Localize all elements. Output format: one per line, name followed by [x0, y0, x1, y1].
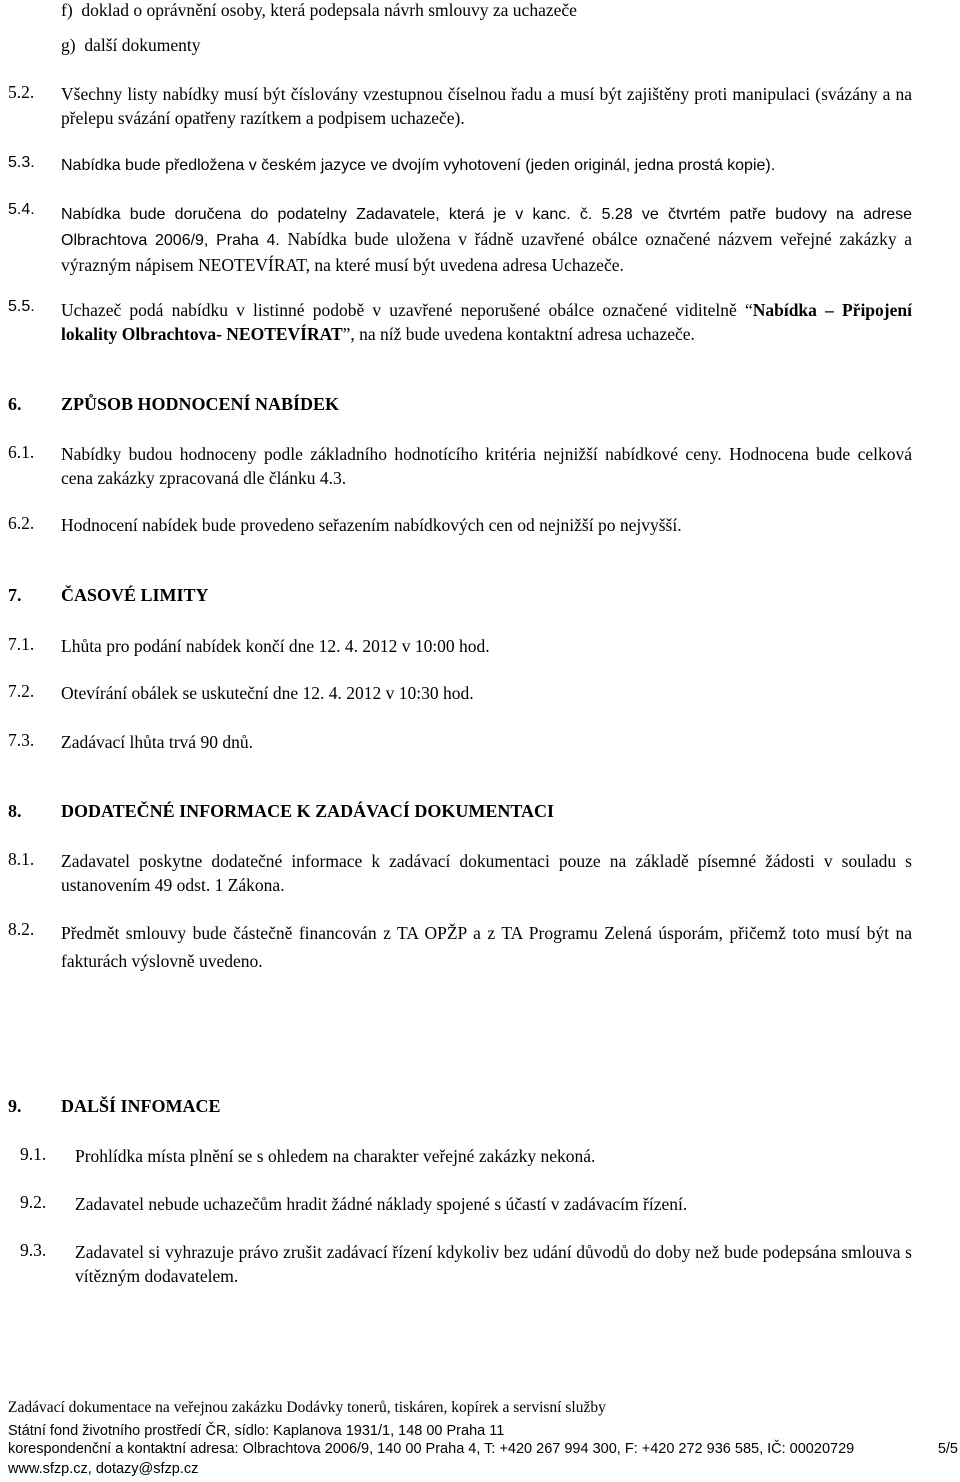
paragraph-5-3: [8, 154, 912, 178]
section-heading-7: [8, 585, 209, 606]
section-title: DODATEČNÉ INFORMACE K ZADÁVACÍ DOKUMENTACI: [61, 801, 555, 821]
paragraph-text: Předmět smlouvy bude částečně financován z TA OPŽP a z TA Programu Zelená úsporám, přičemž toto musí být na fakturách výslovně uvedeno.: [61, 923, 912, 971]
paragraph-number: 5.4.: [8, 201, 35, 218]
footer-address-line: Státní fond životního prostředí ČR, sídlo: Kaplanova 1931/1, 148 00 Praha 11: [8, 1423, 505, 1439]
paragraph-text: Zadávací lhůta trvá 90 dnů.: [61, 732, 253, 752]
paragraph-number: 6.2.: [8, 513, 35, 533]
paragraph-9-2: [20, 1192, 912, 1216]
footer-web-link[interactable]: www.sfzp.cz, dotazy@sfzp.cz: [8, 1461, 199, 1477]
paragraph-text: Všechny listy nabídky musí být číslovány vzestupnou číselnou řadu a musí být zajištěny proti manipulaci (svázány a na přelepu svázání opatřeny razítkem a podpisem uchazeče).: [61, 84, 912, 128]
section-number: 8.: [8, 801, 22, 821]
section-number: 9.: [8, 1096, 22, 1116]
paragraph-text: Hodnocení nabídek bude provedeno seřazením nabídkových cen od nejnižší po nejvyšší.: [61, 515, 682, 535]
paragraph-number: 9.1.: [20, 1144, 47, 1164]
paragraph-text-part-c: ”, na níž bude uvedena kontaktní adresa uchazeče.: [342, 324, 695, 344]
section-title: ČASOVÉ LIMITY: [61, 585, 209, 605]
paragraph-text-part-b: Nabídka bude uložena v řádně uzavřené obálce označené názvem veřejné zakázky a výrazným nápisem NEOTEVÍRAT, na které musí být uvedena adresa Uchazeče.: [61, 229, 912, 275]
section-heading-9: [8, 1096, 221, 1117]
paragraph-number: 7.1.: [8, 634, 35, 654]
paragraph-5-2: [8, 82, 912, 130]
paragraph-8-2: [8, 919, 912, 975]
paragraph-7-1: [8, 634, 912, 658]
section-title: DALŠÍ INFOMACE: [61, 1096, 221, 1116]
paragraph-8-1: [8, 849, 912, 897]
paragraph-text: Zadavatel nebude uchazečům hradit žádné náklady spojené s účastí v zadávacím řízení.: [75, 1194, 688, 1214]
paragraph-9-1: [20, 1144, 912, 1168]
paragraph-6-1: [8, 442, 912, 490]
list-item-f: f) doklad o oprávnění osoby, která podepsala návrh smlouvy za uchazeče: [61, 0, 577, 20]
paragraph-9-3: [20, 1240, 912, 1288]
paragraph-number: 9.2.: [20, 1192, 47, 1212]
paragraph-number: 5.5.: [8, 298, 35, 315]
paragraph-text: Otevírání obálek se uskuteční dne 12. 4. 2012 v 10:30 hod.: [61, 683, 474, 703]
paragraph-text-part-a: Uchazeč podá nabídku v listinné podobě v uzavřené neporušené obálce označené viditelně “: [61, 300, 753, 320]
list-item-g: g) další dokumenty: [61, 35, 201, 55]
section-title: ZPŮSOB HODNOCENÍ NABÍDEK: [61, 394, 340, 414]
paragraph-number: 6.1.: [8, 442, 35, 462]
section-heading-8: [8, 801, 554, 822]
paragraph-text: Lhůta pro podání nabídek končí dne 12. 4. 2012 v 10:00 hod.: [61, 636, 490, 656]
paragraph-number: 8.1.: [8, 849, 35, 869]
paragraph-number: 5.3.: [8, 154, 35, 171]
section-number: 7.: [8, 585, 22, 605]
paragraph-text: Zadavatel si vyhrazuje právo zrušit zadávací řízení kdykoliv bez udání důvodů do doby než bude podepsána smlouva s vítězným dodavatelem.: [75, 1242, 912, 1286]
page-number: 5/5: [937, 1441, 958, 1457]
paragraph-5-5: [8, 298, 912, 346]
paragraph-number: 7.2.: [8, 681, 35, 701]
paragraph-5-4: [8, 201, 912, 277]
paragraph-text: Prohlídka místa plnění se s ohledem na charakter veřejné zakázky nekoná.: [75, 1146, 596, 1166]
paragraph-number: 7.3.: [8, 730, 35, 750]
paragraph-text: [61, 201, 912, 277]
paragraph-7-2: [8, 681, 912, 705]
paragraph-number: 9.3.: [20, 1240, 47, 1260]
paragraph-text: [61, 298, 912, 346]
section-number: 6.: [8, 394, 22, 414]
envelope-label: Nabídka – Připojení lokality Olbrachtova- NEOTEVÍRAT: [61, 300, 912, 344]
paragraph-text: Nabídka bude předložena v českém jazyce ve dvojím vyhotovení (jeden originál, jedna prostá kopie).: [61, 157, 776, 174]
paragraph-number: 8.2.: [8, 919, 35, 939]
paragraph-number: 5.2.: [8, 82, 35, 102]
section-heading-6: [8, 394, 339, 415]
paragraph-7-3: [8, 730, 912, 754]
footer-document-title: Zadávací dokumentace na veřejnou zakázku Dodávky tonerů, tiskáren, kopírek a servisní služby: [8, 1399, 606, 1416]
paragraph-6-2: [8, 513, 912, 537]
paragraph-text: Nabídky budou hodnoceny podle základního hodnotícího kritéria nejnižší nabídkové ceny. Hodnocena bude celková cena zakázky zpracovaná dle článku 4.3.: [61, 444, 912, 488]
paragraph-text-part-a: Nabídka bude doručena do podatelny Zadavatele, která je v kanc. č. 5.28 ve čtvrtém patře budovy na adrese Olbrachtova 2006/9, Praha 4.: [61, 206, 912, 249]
paragraph-text: Zadavatel poskytne dodatečné informace k zadávací dokumentaci pouze na základě písemné žádosti v souladu s ustanovením 49 odst. 1 Zákona.: [61, 851, 912, 895]
footer-contact-line: korespondenční a kontaktní adresa: Olbrachtova 2006/9, 140 00 Praha 4, T: +420 267 994 300, F: +420 272 936 585, IČ: 00020729: [8, 1441, 855, 1457]
